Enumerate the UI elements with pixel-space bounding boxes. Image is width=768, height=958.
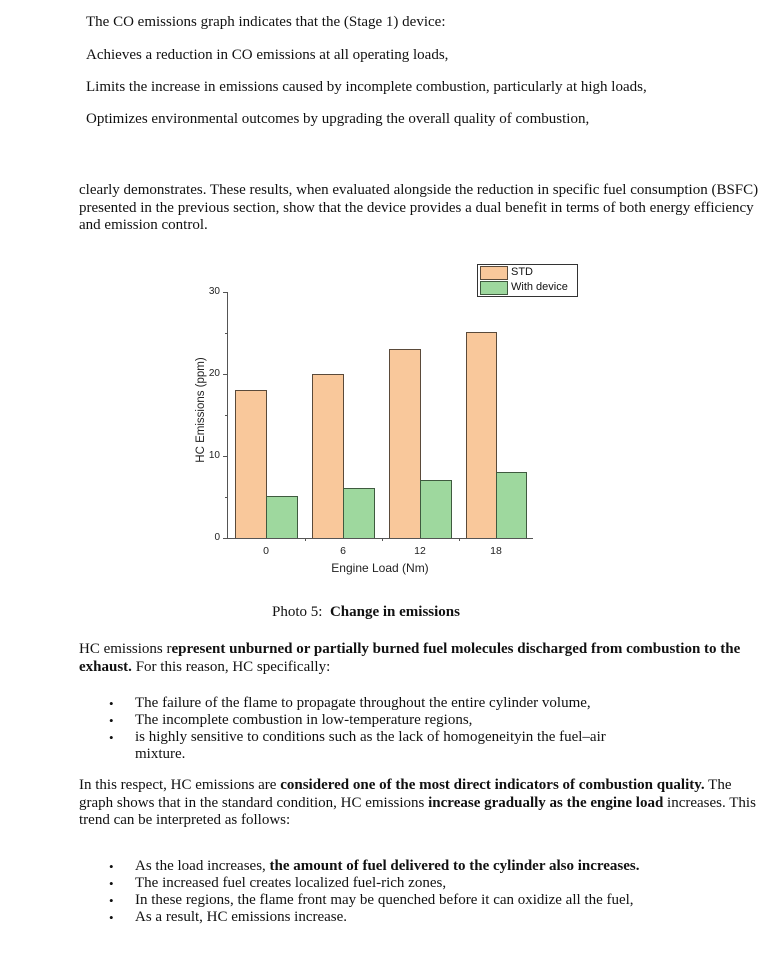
text-run: The graph shows that in the standard condition, HC emissions [79, 777, 732, 811]
intro-line-3: Limits the increase in emissions caused by incomplete combustion, particularly at high loads, [86, 79, 647, 95]
y-tick-label: 20 [208, 368, 220, 379]
text-run: increases. This trend can be interpreted as follows: [79, 794, 756, 828]
y-tick-label: 0 [214, 532, 220, 543]
y-tick [223, 292, 227, 293]
paragraph-hc-definition [79, 641, 764, 676]
text-run-bold: epresent unburned or partially burned fuel molecules discharged from combustion to the exhaust. [79, 641, 741, 675]
x-axis-label: Engine Load (Nm) [331, 561, 429, 575]
intro-line-2: Achieves a reduction in CO emissions at all operating loads, [86, 47, 449, 63]
bullet-list-hc-causes [109, 695, 649, 763]
y-axis-line [227, 292, 228, 539]
list-item [109, 909, 729, 926]
legend-swatch-std [480, 266, 508, 280]
y-tick [223, 374, 227, 375]
paragraph-hc-trend [79, 777, 764, 830]
bar-device-0 [266, 496, 298, 539]
caption-title: Change in emissions [329, 604, 460, 620]
bar-std-18 [466, 332, 497, 539]
bar-std-12 [389, 349, 421, 539]
bar-std-0 [235, 390, 267, 539]
legend-label-std: STD [511, 266, 533, 278]
text-run: As the load increases, [135, 858, 270, 874]
text-run: For this reason, HC specifically: [131, 658, 331, 675]
y-tick-label: 30 [208, 286, 220, 297]
legend-label-device: With device [511, 281, 568, 293]
x-tick-label: 6 [340, 545, 346, 557]
list-item: • The failure of the flame to propagate throughout the entire cylinder volume, [109, 695, 649, 712]
text-run: The increased fuel creates localized fuel-rich zones, [135, 875, 447, 891]
text-run: HC emissions r [79, 641, 172, 657]
bullet-list-interpretation [109, 858, 729, 926]
x-tick-label: 12 [414, 545, 426, 557]
list-item [109, 875, 729, 892]
figure-caption [272, 603, 460, 621]
y-axis-label: HC Emissions (ppm) [195, 357, 207, 463]
x-axis-line [227, 538, 533, 539]
paragraph-results: clearly demonstrates. These results, when evaluated alongside the reduction in specific fuel consumption (BSFC) presented in the previous section, show that the device provides a dual benefit in terms of both energy efficiency and emission control. [79, 182, 759, 233]
y-tick [223, 456, 227, 457]
x-minor-tick [459, 538, 460, 541]
y-minor-tick [225, 497, 227, 498]
y-tick-label: 10 [208, 450, 220, 461]
bar-device-12 [420, 480, 452, 539]
y-minor-tick [225, 415, 227, 416]
text-run-bold: increase gradually as the engine load [428, 794, 664, 811]
text-run: As a result, HC emissions increase. [135, 909, 348, 925]
text-run: In these regions, the flame front may be quenched before it can oxidize all the fuel, [135, 892, 634, 908]
text-run: In this respect, HC emissions are [79, 777, 281, 793]
x-tick-label: 0 [263, 545, 269, 557]
y-minor-tick [225, 333, 227, 334]
list-item: • The incomplete combustion in low-temperature regions, [109, 712, 649, 729]
legend-swatch-device [480, 281, 508, 295]
x-minor-tick [305, 538, 306, 541]
text-run-bold: the amount of fuel delivered to the cylinder also increases. [269, 858, 640, 874]
bar-std-6 [312, 374, 344, 539]
bar-device-6 [343, 488, 375, 539]
list-item: • is highly sensitive to conditions such as the lack of homogeneityin the fuel–air mixture. [109, 729, 649, 763]
intro-line-4: Optimizes environmental outcomes by upgrading the overall quality of combustion, [86, 111, 590, 127]
bar-device-18 [496, 472, 527, 539]
list-item [109, 892, 729, 909]
text-run-bold: considered one of the most direct indicators of combustion quality. [280, 777, 705, 793]
x-tick-label: 18 [490, 545, 502, 557]
x-minor-tick [382, 538, 383, 541]
caption-prefix: Photo 5: [272, 604, 323, 620]
chart-legend [477, 264, 578, 297]
intro-line-1: The CO emissions graph indicates that the (Stage 1) device: [86, 14, 446, 30]
list-item [109, 858, 729, 875]
